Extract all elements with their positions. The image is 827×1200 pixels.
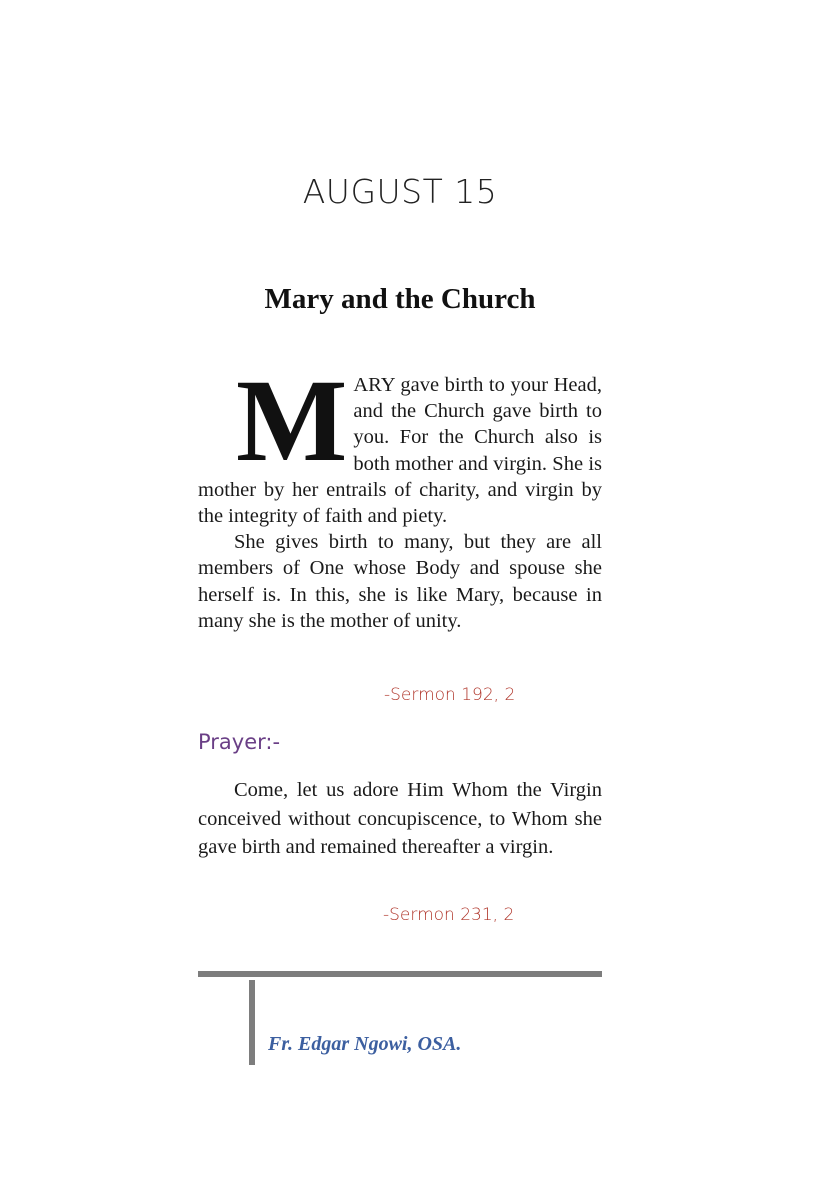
reading-paragraph-1-text: ARY gave birth to your Head, and the Church gave birth to you. For the Church also is both mother and virgin. She is mother by her entrails of charity, and virgin by the integrity of faith and piety.: [198, 374, 602, 528]
reading-body: [198, 355, 602, 634]
prayer-paragraph: Come, let us adore Him Whom the Virgin conceived without concupiscence, to Whom she gave birth and remained thereafter a virgin.: [198, 779, 602, 858]
drop-cap-letter: M: [236, 355, 348, 486]
author-signature: Fr. Edgar Ngowi, OSA.: [268, 1033, 462, 1055]
prayer-heading: Prayer:-: [198, 730, 281, 754]
prayer-citation: -Sermon 231, 2: [383, 905, 515, 925]
reading-paragraph-2: She gives birth to many, but they are all members of One whose Body and spouse she herself is. In this, she is like Mary, because in many she is the mother of unity.: [198, 531, 602, 632]
reading-paragraph-1: [198, 355, 602, 529]
page-title: Mary and the Church: [264, 283, 536, 315]
prayer-body: [198, 776, 602, 862]
footer-horizontal-rule: [198, 971, 602, 977]
page-date-heading: AUGUST 15: [302, 172, 498, 211]
footer-vertical-rule: [249, 980, 255, 1065]
reading-citation: -Sermon 192, 2: [384, 685, 516, 705]
